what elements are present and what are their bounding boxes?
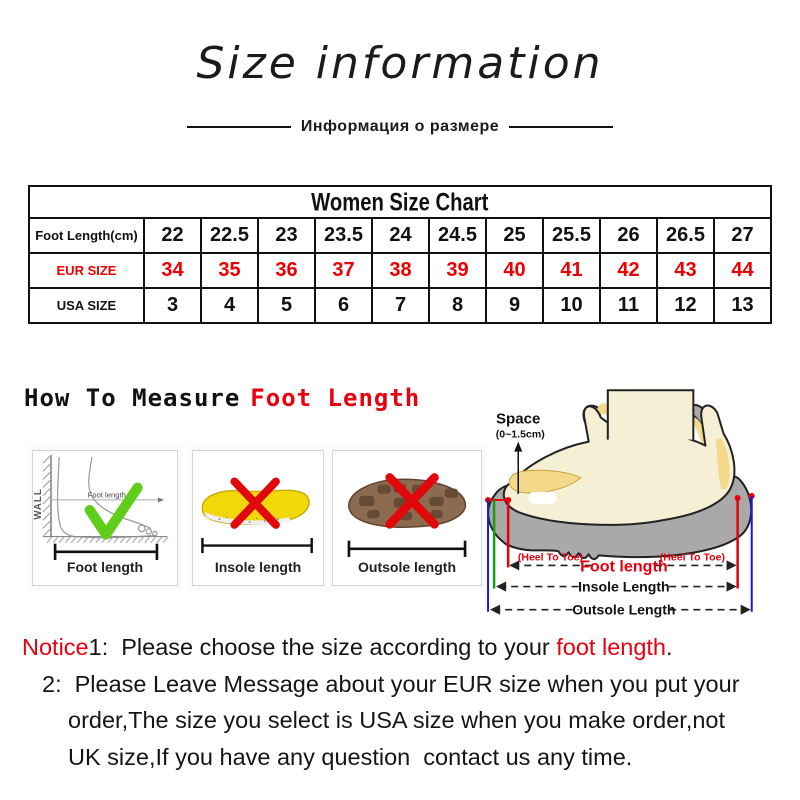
size-chart-cell: 39 — [429, 253, 486, 288]
page-title: Size information — [196, 38, 604, 89]
size-chart-cell: 11 — [600, 288, 657, 323]
size-chart-cell: 6 — [315, 288, 372, 323]
size-chart-cell: 26.5 — [657, 218, 714, 253]
box-caption-outsole-length: Outsole length — [358, 559, 456, 575]
size-chart-cell: 7 — [372, 288, 429, 323]
notice-item2-number: 2: — [42, 670, 62, 697]
size-chart-cell: 25 — [486, 218, 543, 253]
wall-label: WALL — [33, 488, 44, 520]
notice-item1-highlight: foot length — [556, 634, 667, 660]
size-chart-cell: 40 — [486, 253, 543, 288]
subtitle-text: Информация о размере — [300, 118, 500, 135]
size-chart-cell: 3 — [144, 288, 201, 323]
notice-item1-period: . — [666, 634, 673, 660]
heel-to-toe-right-label: (Heel To Toe) — [659, 551, 725, 564]
size-chart-cell: 41 — [543, 253, 600, 288]
measurement-bracket — [349, 541, 465, 557]
size-chart-cell: 38 — [372, 253, 429, 288]
subtitle-rule-left — [187, 126, 291, 128]
leg-shape — [608, 390, 694, 439]
box-caption-insole-length: Insole length — [214, 559, 302, 575]
notice-item2-text-2: order,The size you select is USA size when you make order,not — [68, 707, 726, 733]
size-chart-cell: 43 — [657, 253, 714, 288]
inner-foot-length-label: Foot length — [87, 490, 126, 500]
notice-line-1 — [22, 629, 788, 666]
size-chart-cell: 36 — [258, 253, 315, 288]
notice-line-3 — [22, 702, 788, 739]
size-chart-cell: 25.5 — [543, 218, 600, 253]
outsole-length-arrow-left — [490, 605, 500, 615]
size-chart-cell: 22 — [144, 218, 201, 253]
heel-to-toe-left-label: (Heel To Toe) — [517, 551, 584, 564]
size-chart-cell: 9 — [486, 288, 543, 323]
notice-label: Notice — [22, 634, 89, 660]
box-caption-foot-length: Foot length — [66, 559, 144, 575]
size-chart-cell: 22.5 — [201, 218, 258, 253]
measure-box-outsole-length — [332, 450, 482, 586]
size-chart-cell: 35 — [201, 253, 258, 288]
subtitle-rule-right — [509, 126, 613, 128]
size-chart-cell: 34 — [144, 253, 201, 288]
size-chart-cell: 10 — [543, 288, 600, 323]
size-chart-cell: 24.5 — [429, 218, 486, 253]
foot-length-label: Foot length — [580, 557, 668, 576]
size-chart-cell: 4 — [201, 288, 258, 323]
notice-item2-text-3: UK size,If you have any question contact us any time. — [68, 743, 633, 770]
size-chart-cell: 12 — [657, 288, 714, 323]
subtitle — [0, 118, 800, 136]
size-chart-title-cell — [29, 186, 771, 218]
women-size-chart — [28, 185, 772, 324]
space-label: Space — [496, 410, 541, 428]
size-chart-title: Women Size Chart — [311, 187, 489, 216]
size-chart-cell: 27 — [714, 218, 771, 253]
foot-against-wall-illustration — [33, 451, 177, 561]
size-chart-header-row — [29, 186, 771, 218]
space-range-label: (0~1.5cm) — [495, 428, 545, 441]
size-chart-row — [29, 253, 771, 288]
how-to-measure-prefix: How To Measure — [24, 384, 241, 412]
inner-dimension-arrow — [158, 497, 164, 502]
size-chart-body — [29, 218, 771, 323]
insole-illustration — [193, 451, 323, 561]
how-to-measure-heading — [24, 384, 420, 412]
toe-highlight — [528, 492, 556, 504]
notice-item1-text: Please choose the size according to your — [121, 634, 557, 660]
measure-box-foot-length — [32, 450, 178, 586]
size-chart-cell: 8 — [429, 288, 486, 323]
foot-length-arrow-right — [727, 560, 737, 570]
notice-line-4 — [22, 739, 788, 776]
insole-length-arrow-right — [727, 582, 737, 592]
size-chart-cell: 37 — [315, 253, 372, 288]
notice-item2-text-1: Please Leave Message about your EUR size when you put your — [74, 670, 740, 697]
insole-length-arrow-left — [496, 582, 506, 592]
size-chart-cell: 24 — [372, 218, 429, 253]
foot-measure-diagram — [482, 387, 796, 619]
notice-item1-number: 1: — [88, 634, 109, 660]
insole-length-label: Insole Length — [578, 578, 670, 595]
size-chart-cell: 42 — [600, 253, 657, 288]
size-chart-row-label: USA SIZE — [29, 288, 144, 323]
space-arrow-head — [514, 442, 522, 452]
size-chart-cell: 23 — [258, 218, 315, 253]
size-chart-cell: 44 — [714, 253, 771, 288]
outsole-illustration — [333, 451, 481, 561]
outsole-length-arrow-right — [741, 605, 751, 615]
notice-section — [22, 629, 788, 775]
how-to-measure-highlight: Foot Length — [250, 384, 421, 412]
measurement-bracket — [55, 544, 157, 560]
size-chart-row — [29, 288, 771, 323]
size-chart-cell: 5 — [258, 288, 315, 323]
size-chart-row-label: EUR SIZE — [29, 253, 144, 288]
size-chart-row-label: Foot Length(cm) — [29, 218, 144, 253]
size-chart-row — [29, 218, 771, 253]
outsole-length-label: Outsole Length — [572, 601, 676, 618]
size-chart-cell: 13 — [714, 288, 771, 323]
notice-line-2 — [22, 666, 788, 703]
measure-box-insole-length — [192, 450, 324, 586]
size-chart-cell: 26 — [600, 218, 657, 253]
size-chart-cell: 23.5 — [315, 218, 372, 253]
wall-hatching — [43, 455, 51, 536]
measurement-bracket — [202, 538, 311, 553]
